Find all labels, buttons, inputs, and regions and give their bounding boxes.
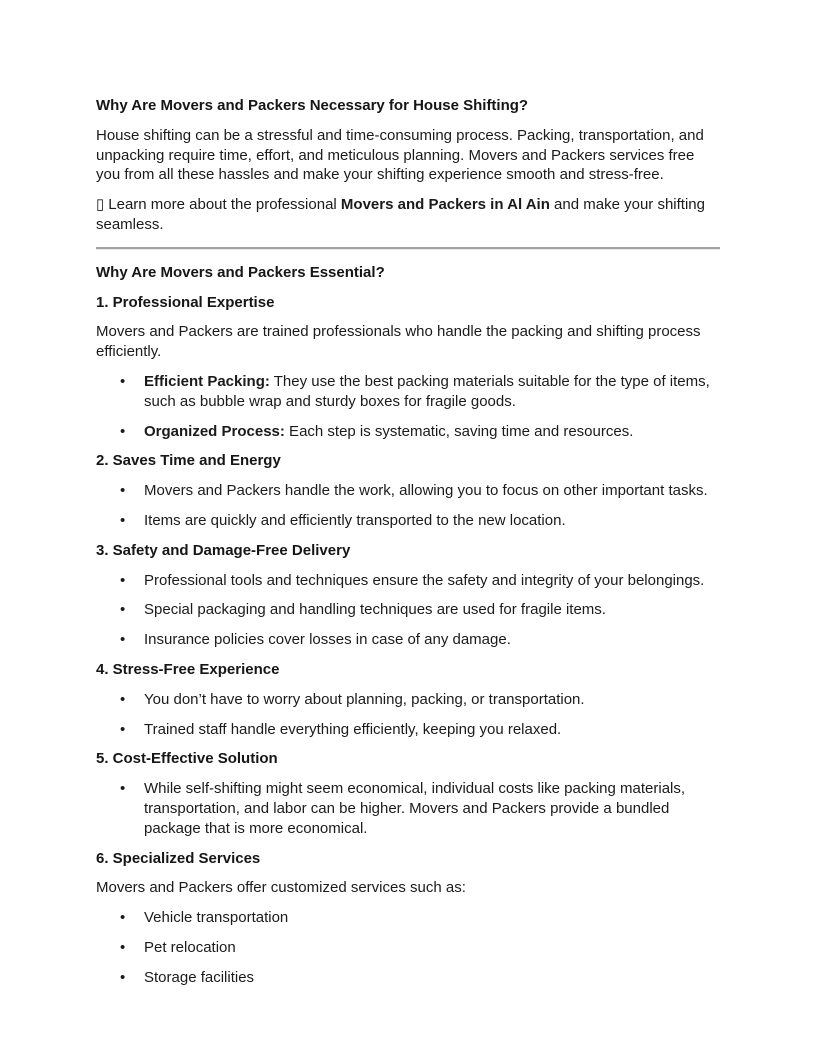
- missing-glyph-icon: ▯: [96, 196, 105, 214]
- subsection-heading-6: 6. Specialized Services: [96, 849, 261, 867]
- bullet-lead: Organized Process:: [144, 422, 285, 440]
- bullet-list-6: [96, 908, 720, 987]
- subsection-heading-2: 2. Saves Time and Energy: [96, 452, 281, 470]
- list-item: [120, 372, 720, 412]
- document-title: Why Are Movers and Packers Necessary for House Shifting?: [96, 97, 529, 114]
- subsection-heading-3: 3. Safety and Damage-Free Delivery: [96, 541, 351, 559]
- bullet-text: While self-shifting might seem economical, individual costs like packing materials, transportation, and labor can be higher. Movers and Packers provide a bundled package that is more economical.: [144, 780, 686, 837]
- list-item: [120, 779, 720, 838]
- bullet-text: Vehicle transportation: [144, 909, 289, 927]
- bullet-text: They use the best packing materials suitable for the type of items, such as bubble wrap and sturdy boxes for fragile goods.: [144, 372, 710, 410]
- list-item: [120, 908, 720, 928]
- bullet-text: Each step is systematic, saving time and resources.: [284, 422, 634, 440]
- bullet-text: You don’t have to worry about planning, packing, or transportation.: [144, 690, 585, 708]
- cta-bold-text: Movers and Packers in Al Ain: [340, 196, 550, 214]
- subsection-heading-5: 5. Cost-Effective Solution: [96, 750, 278, 768]
- list-item: [120, 422, 720, 442]
- bullet-text: Trained staff handle everything efficiently, keeping you relaxed.: [144, 720, 562, 738]
- list-item: [120, 968, 720, 988]
- bullet-text: Professional tools and techniques ensure the safety and integrity of your belongings.: [144, 571, 705, 589]
- bullet-text: Movers and Packers handle the work, allowing you to focus on other important tasks.: [144, 482, 708, 500]
- list-item: [120, 690, 720, 710]
- cta-prefix: Learn more about the professional: [108, 196, 341, 214]
- bullet-text: Items are quickly and efficiently transported to the new location.: [144, 511, 566, 529]
- bullet-list-5: [96, 779, 720, 838]
- bullet-text: Special packaging and handling techniques are used for fragile items.: [144, 601, 606, 619]
- section-6-paragraph: Movers and Packers offer customized services such as:: [96, 879, 466, 897]
- list-item: [120, 720, 720, 740]
- bullet-text: Pet relocation: [144, 938, 236, 956]
- cta-paragraph: [96, 195, 720, 235]
- list-item: [120, 481, 720, 501]
- bullet-text: Storage facilities: [144, 968, 255, 986]
- subsection-heading-1: 1. Professional Expertise: [96, 293, 275, 311]
- list-item: [120, 571, 720, 591]
- cta-suffix: and make your shifting seamless.: [96, 196, 705, 233]
- list-item: [120, 630, 720, 650]
- bullet-text: Insurance policies cover losses in case of any damage.: [144, 631, 511, 649]
- list-item: [120, 600, 720, 620]
- intro-paragraph: House shifting can be a stressful and time-consuming process. Packing, transportation, and unpacking require time, effort, and meticulous planning. Movers and Packers services free you from all these hassles and make your shifting experience smooth and stress-free.: [96, 126, 704, 184]
- bullet-list-3: [96, 571, 720, 650]
- bullet-list-4: [96, 690, 720, 740]
- bullet-list-2: [96, 481, 720, 531]
- section-heading: Why Are Movers and Packers Essential?: [96, 263, 385, 281]
- bullet-lead: Efficient Packing:: [144, 372, 270, 390]
- list-item: [120, 511, 720, 531]
- subsection-heading-4: 4. Stress-Free Experience: [96, 660, 280, 678]
- list-item: [120, 938, 720, 958]
- section-1-paragraph: Movers and Packers are trained professionals who handle the packing and shifting process efficiently.: [96, 323, 701, 361]
- bullet-list-1: [96, 372, 720, 441]
- horizontal-rule: [96, 247, 720, 250]
